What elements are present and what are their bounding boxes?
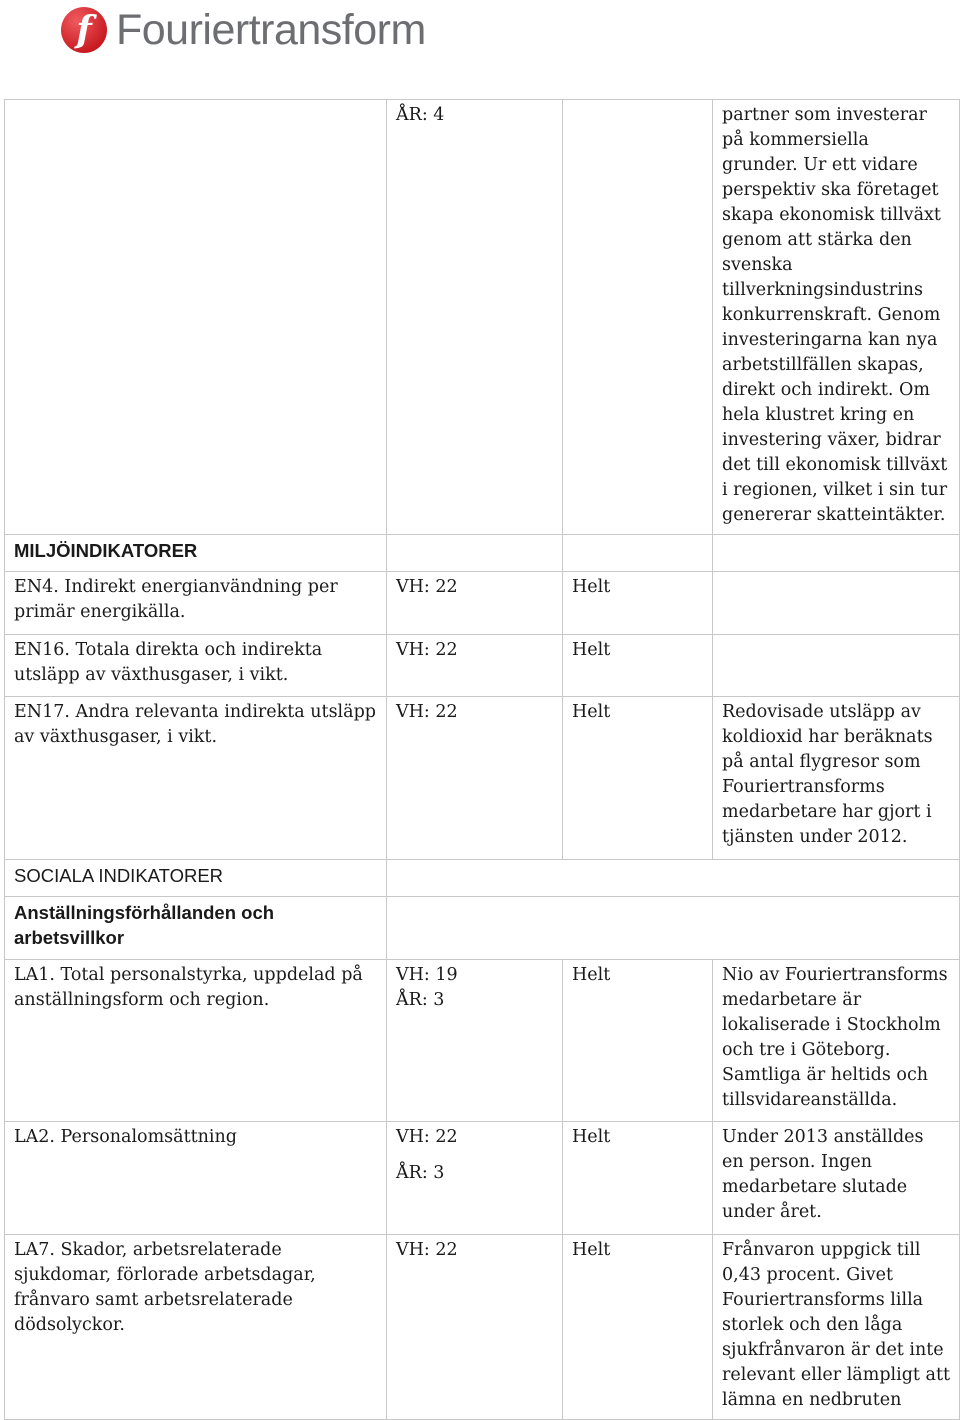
reported-cell: Helt — [563, 1122, 713, 1235]
comment-cell: Redovisade utsläpp av koldioxid har beräknats på antal flygresor som Fouriertransforms medarbetare har gjort i tjänsten under 2012. — [713, 697, 960, 860]
reported-cell: Helt — [563, 697, 713, 860]
table-row — [5, 897, 960, 960]
indicator-cell: LA1. Total personalstyrka, uppdelad på anställningsform och region. — [5, 960, 387, 1122]
section-heading: MILJÖINDIKATORER — [5, 535, 387, 572]
logo-wordmark: Fouriertransform — [116, 5, 426, 54]
table-row — [5, 960, 960, 1122]
table-row — [5, 100, 960, 535]
comment-cell: Frånvaron uppgick till 0,43 procent. Givet Fouriertransforms lilla storlek och den låga sjukfrånvaron är det inte relevant eller lämpligt att lämna en nedbruten — [713, 1235, 960, 1420]
reference-vh: VH: 19 — [396, 965, 458, 985]
empty-cell — [387, 860, 960, 897]
indicator-cell: EN16. Totala direkta och indirekta utsläpp av växthusgaser, i vikt. — [5, 635, 387, 697]
reference-ar: ÅR: 3 — [396, 990, 445, 1010]
table-row — [5, 697, 960, 860]
table-row — [5, 635, 960, 697]
logo — [60, 5, 426, 55]
comment-cell — [713, 635, 960, 697]
gri-indicator-table — [4, 99, 960, 1420]
reported-cell: Helt — [563, 572, 713, 635]
indicator-cell: EN4. Indirekt energianvändning per primär energikälla. — [5, 572, 387, 635]
reported-cell — [563, 100, 713, 535]
indicator-cell — [5, 100, 387, 535]
reference-cell: VH: 22 — [387, 1235, 563, 1420]
reference-cell — [387, 960, 563, 1122]
comment-cell — [713, 572, 960, 635]
reported-cell: Helt — [563, 635, 713, 697]
reported-cell: Helt — [563, 960, 713, 1122]
reference-cell — [387, 535, 563, 572]
comment-cell: partner som investerar på kommersiella grunder. Ur ett vidare perspektiv ska företaget skapa ekonomisk tillväxt genom att stärka den svenska tillverkningsindustrins konkurrenskraft. Genom investeringarna kan nya arbetstillfällen skapas, direkt och indirekt. Om hela klustret kring en investering växer, bidrar det till ekonomisk tillväxt i regionen, vilket i sin tur genererar skatteintäkter. — [713, 100, 960, 535]
reference-cell: VH: 22 — [387, 635, 563, 697]
table-row — [5, 572, 960, 635]
indicator-cell: LA7. Skador, arbetsrelaterade sjukdomar, förlorade arbetsdagar, frånvaro samt arbetsrelaterade dödsolyckor. — [5, 1235, 387, 1420]
logo-mark-letter: f — [76, 9, 92, 51]
reference-cell — [387, 1122, 563, 1235]
indicator-cell: EN17. Andra relevanta indirekta utsläpp av växthusgaser, i vikt. — [5, 697, 387, 860]
section-heading: SOCIALA INDIKATORER — [5, 860, 387, 897]
reference-vh: VH: 22 — [396, 1127, 458, 1147]
table-row — [5, 860, 960, 897]
table-row — [5, 1122, 960, 1235]
reference-cell: VH: 22 — [387, 572, 563, 635]
reference-ar: ÅR: 3 — [396, 1163, 445, 1183]
reported-cell — [563, 535, 713, 572]
reported-cell: Helt — [563, 1235, 713, 1420]
subsection-heading: Anställningsförhållanden och arbetsvillkor — [5, 897, 387, 960]
fouriertransform-logo-icon — [60, 6, 108, 54]
comment-cell — [713, 535, 960, 572]
indicator-cell: LA2. Personalomsättning — [5, 1122, 387, 1235]
reference-cell: ÅR: 4 — [387, 100, 563, 535]
reference-cell: VH: 22 — [387, 697, 563, 860]
comment-cell: Under 2013 anställdes en person. Ingen medarbetare slutade under året. — [713, 1122, 960, 1235]
comment-cell: Nio av Fouriertransforms medarbetare är lokaliserade i Stockholm och tre i Göteborg. Samtliga är heltids och tillsvidareanställda. — [713, 960, 960, 1122]
table-row — [5, 535, 960, 572]
empty-cell — [387, 897, 960, 960]
